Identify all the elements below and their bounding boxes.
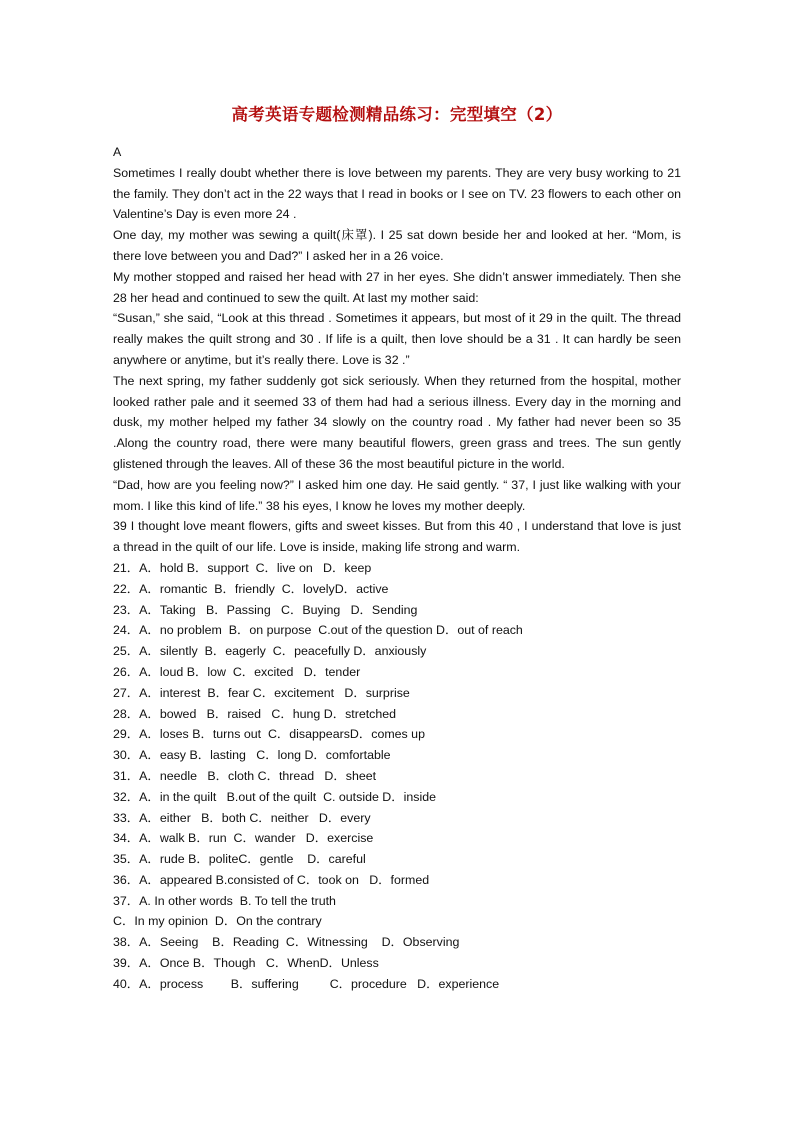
option-line: 36．A．appeared B.consisted of C．took on D．formed	[113, 872, 430, 887]
document-page	[113, 104, 681, 995]
passage-paragraph-7: 39 I thought love meant flowers, gifts and sweet kisses. But from this 40 , I understand that love is just a thread in the quilt of our life. Love is inside, making life strong and warm.	[113, 519, 681, 555]
section-label: A	[113, 145, 122, 159]
option-line: 29．A．loses B．turns out C．disappearsD．comes up	[113, 727, 425, 742]
option-line: 27．A．interest B．fear C．excitement D．surprise	[113, 685, 410, 700]
passage-paragraph-3: My mother stopped and raised her head with 27 in her eyes. She didn’t answer immediately. Then she 28 her head and continued to sew the quilt. At last my mother said:	[113, 269, 681, 305]
option-line: 33．A．either B．both C．neither D．every	[113, 810, 371, 825]
passage-paragraph-5: The next spring, my father suddenly got sick seriously. When they returned from the hospital, mother looked rather pale and it seemed 33 of them had had a serious illness. Every day in the morning and dusk, my mother helped my father 34 slowly on the country road . My father had never been so 35 .Along the country road, there were many beautiful flowers, green grass and trees. The sun gently glistened through the leaves. All of these 36 the most beautiful picture in the world.	[113, 373, 681, 471]
option-line: 40．A．process B．suffering C．procedure D．experience	[113, 976, 500, 991]
passage-paragraph-6: “Dad, how are you feeling now?” I asked him one day. He said gently. “ 37, I just like walking with your mom. I like this kind of life.” 38 his eyes, I know he loves my mother deeply.	[113, 477, 681, 513]
passage-paragraph-2: One day, my mother was sewing a quilt(床罩). I 25 sat down beside her and looked at her. “Mom, is there love between you and Dad?” I asked her in a 26 voice.	[113, 228, 681, 263]
option-line: 24．A．no problem B．on purpose C.out of the question D．out of reach	[113, 623, 523, 638]
option-line: 25．A．silently B．eagerly C．peacefully D．anxiously	[113, 644, 427, 659]
option-line: 37．A. In other words B. To tell the truth	[113, 893, 336, 908]
option-line: 28．A．bowed B．raised C．hung D．stretched	[113, 706, 397, 721]
passage-paragraph-1: Sometimes I really doubt whether there is love between my parents. They are very busy working to 21 the family. They don’t act in the 22 ways that I read in books or I see on TV. 23 flowers to each other on Valentine’s Day is even more 24 .	[113, 165, 681, 222]
options-list	[113, 558, 681, 995]
option-line: 26．A．loud B．low C．excited D．tender	[113, 664, 361, 679]
option-line: 23．A．Taking B．Passing C．Buying D．Sending	[113, 602, 418, 617]
option-line: 39．A．Once B．Though C．WhenD．Unless	[113, 956, 379, 971]
page-title: 高考英语专题检测精品练习：完型填空（2）	[231, 105, 563, 124]
option-line: 21．A．hold B．support C．live on D．keep	[113, 560, 372, 575]
option-line: 35．A．rude B．politeC．gentle D．careful	[113, 852, 366, 867]
option-line: 38．A．Seeing B．Reading C．Witnessing D．Observing	[113, 935, 460, 950]
option-line: 30．A．easy B．lasting C．long D．comfortable	[113, 748, 391, 763]
option-line: 31．A．needle B．cloth C．thread D．sheet	[113, 768, 377, 783]
option-line: C．In my opinion D．On the contrary	[113, 914, 322, 929]
option-line: 22．A．romantic B．friendly C．lovelyD．active	[113, 581, 389, 596]
option-line: 32．A．in the quilt B.out of the quilt C. outside D．inside	[113, 789, 437, 804]
option-line: 34．A．walk B．run C．wander D．exercise	[113, 831, 374, 846]
passage-paragraph-4: “Susan,” she said, “Look at this thread . Sometimes it appears, but most of it 29 in the quilt. The thread really makes the quilt strong and 30 . If life is a quilt, then love should be a 31 . It can hardly be seen anywhere or anytime, but it’s really there. Love is 32 .”	[113, 311, 681, 367]
